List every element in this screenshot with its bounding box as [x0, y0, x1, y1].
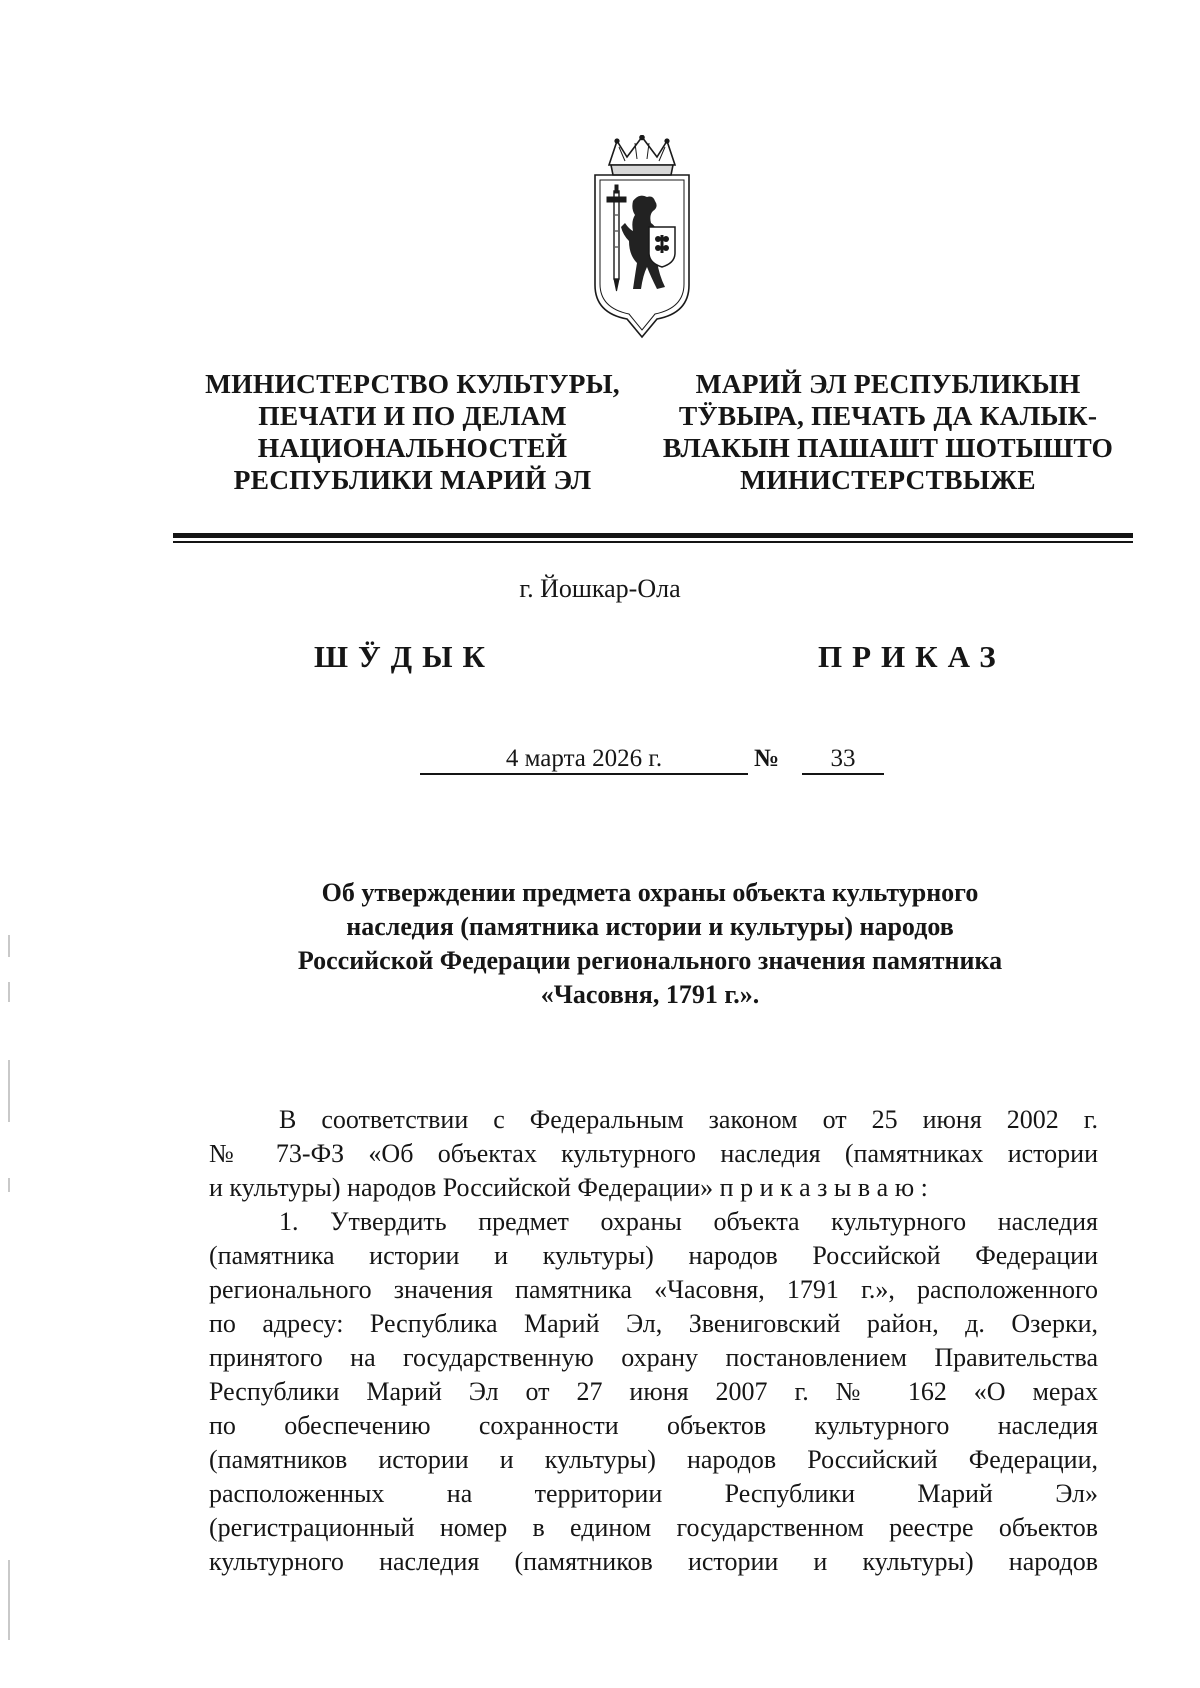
body-line: № 73-ФЗ «Об объектах культурного наследия (памятниках истории	[209, 1139, 1098, 1168]
body-line: по адресу: Республика Марий Эл, Звениговский район, д. Озерки,	[209, 1309, 1098, 1338]
order-subject	[200, 876, 1100, 1012]
coat-of-arms-emblem	[587, 135, 697, 340]
body-line: (регистрационный номер в едином государственном реестре объектов	[209, 1513, 1098, 1542]
subject-line: Об утверждении предмета охраны объекта культурного	[321, 878, 979, 907]
header-left-line: НАЦИОНАЛЬНОСТЕЙ	[257, 432, 568, 463]
ministry-name-russian	[185, 368, 640, 496]
body-line: и культуры) народов Российской Федерации» п р и к а з ы в а ю :	[209, 1173, 928, 1202]
header-right-line: МАРИЙ ЭЛ РЕСПУБЛИКЫН	[695, 368, 1081, 399]
header-divider-thin	[173, 541, 1133, 543]
header-divider-thick	[173, 533, 1133, 538]
scan-mark	[8, 1178, 10, 1192]
body-line: 1. Утвердить предмет охраны объекта культурного наследия	[279, 1207, 1098, 1236]
subject-line: «Часовня, 1791 г.».	[540, 980, 760, 1009]
body-line: Республики Марий Эл от 27 июня 2007 г. № 162 «О мерах	[209, 1377, 1098, 1406]
scan-mark	[8, 982, 10, 1002]
header-left-line: МИНИСТЕРСТВО КУЛЬТУРЫ,	[205, 368, 620, 399]
body-line: по обеспечению сохранности объектов культурного наследия	[209, 1411, 1098, 1440]
header-right-line: МИНИСТЕРСТВЫЖЕ	[740, 464, 1036, 495]
header-left-line: ПЕЧАТИ И ПО ДЕЛАМ	[258, 400, 567, 431]
date-underline	[420, 773, 748, 775]
header-right-line: ВЛАКЫН ПАШАШТ ШОТЫШТО	[662, 432, 1114, 463]
order-number: 33	[830, 745, 856, 772]
order-body	[209, 1103, 1098, 1579]
doc-type-russian: ПРИКАЗ	[818, 639, 1006, 674]
city-name: г. Йошкар-Ола	[519, 574, 681, 603]
header-left-line: РЕСПУБЛИКИ МАРИЙ ЭЛ	[233, 464, 592, 495]
number-underline	[802, 773, 884, 775]
scan-mark	[8, 1560, 10, 1640]
body-line: регионального значения памятника «Часовня, 1791 г.», расположенного	[209, 1275, 1098, 1304]
body-line: культурного наследия (памятников истории и культуры) народов	[209, 1547, 1098, 1576]
number-sign: №	[754, 745, 780, 772]
scan-mark	[8, 935, 10, 957]
doc-type-mari: ШӰДЫК	[314, 639, 496, 674]
body-line: (памятника истории и культуры) народов Российской Федерации	[209, 1241, 1098, 1270]
subject-line: наследия (памятника истории и культуры) народов	[346, 912, 954, 941]
body-line: принятого на государственную охрану постановлением Правительства	[209, 1343, 1098, 1372]
header-right-line: ТӰВЫРА, ПЕЧАТЬ ДА КАЛЫК-	[678, 400, 1098, 431]
scan-mark	[8, 1060, 10, 1122]
body-line: В соответствии с Федеральным законом от 25 июня 2002 г.	[279, 1105, 1098, 1134]
order-date: 4 марта 2026 г.	[505, 745, 663, 772]
body-line: расположенных на территории Республики Марий Эл»	[209, 1479, 1098, 1508]
ministry-name-mari	[658, 368, 1118, 496]
subject-line: Российской Федерации регионального значения памятника	[297, 946, 1003, 975]
body-line: (памятников истории и культуры) народов Российский Федерации,	[209, 1445, 1098, 1474]
